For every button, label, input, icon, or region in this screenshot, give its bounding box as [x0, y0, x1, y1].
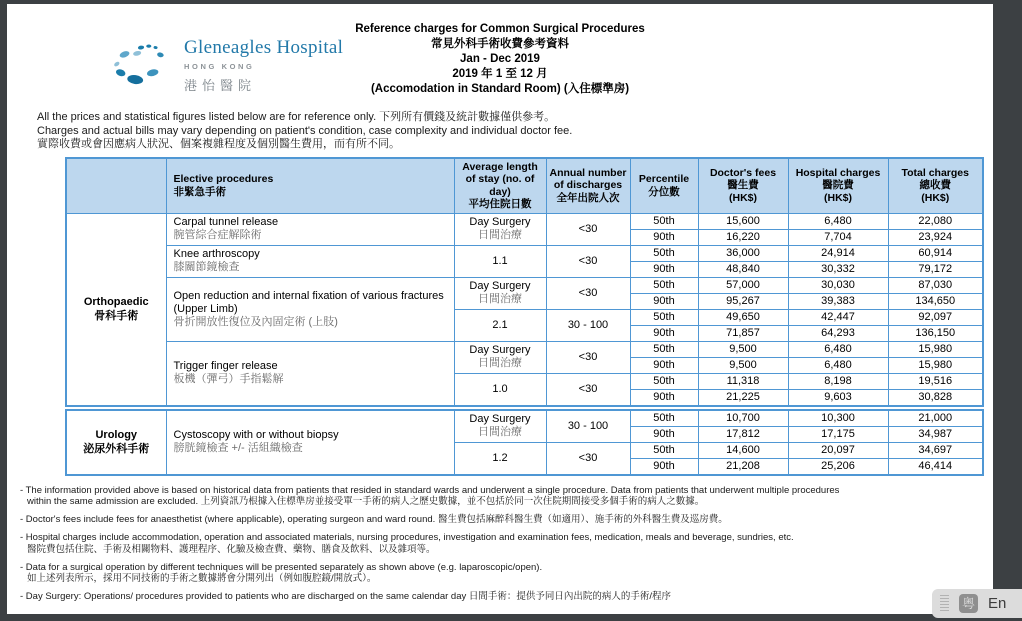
- hospital-charge-cell: 20,097: [788, 442, 888, 458]
- col-header-average-stay: [454, 158, 546, 214]
- table-row: [66, 277, 983, 293]
- total-charge-cell: 136,150: [888, 325, 983, 341]
- hospital-charge-cell: 7,704: [788, 229, 888, 245]
- col-header-percentile: [630, 158, 698, 214]
- total-charge-cell: 60,914: [888, 245, 983, 261]
- total-charge-cell: 19,516: [888, 373, 983, 389]
- grip-icon[interactable]: [940, 595, 949, 612]
- intro-line-3: 實際收費或會因應病人狀況、個案複雜程度及個別醫生費用，而有所不同。: [37, 138, 400, 150]
- logo-chinese-name: 港怡醫院: [184, 78, 257, 93]
- doctor-fee-cell: 15,600: [698, 213, 788, 229]
- footnote: - Data for a surgical operation by different techniques will be presented separately as shown above (e.g. laparoscopic/open). 如上述列表所示，採用不同技術的手術之數據將會分開列出（例如腹腔鏡/開放式）。: [20, 561, 543, 584]
- table-row: [66, 410, 983, 427]
- hospital-charge-cell: 6,480: [788, 213, 888, 229]
- discharges-cell: <30: [546, 373, 630, 406]
- discharges-cell: <30: [546, 245, 630, 277]
- doctor-fee-cell: 17,812: [698, 426, 788, 442]
- header-en: Percentile: [638, 173, 690, 185]
- header-unit: (HK$): [921, 191, 950, 204]
- header-unit: (HK$): [729, 191, 757, 204]
- percentile-cell: 50th: [630, 341, 698, 357]
- procedure-cell: Cystoscopy with or without biopsy 膀胱鏡檢查 +/- 活組織檢查: [166, 410, 454, 475]
- header-en: Elective procedures: [173, 173, 274, 185]
- header-row: [66, 158, 983, 214]
- header-en: Hospital charges: [795, 166, 881, 179]
- intro-line-1: All the prices and statistical figures listed below are for reference only. 下列所有價錢及統計數據僅供參考。: [37, 111, 556, 123]
- col-header-annual-discharges: [546, 158, 630, 214]
- hospital-charge-cell: 25,206: [788, 458, 888, 475]
- total-charge-cell: 46,414: [888, 458, 983, 475]
- discharges-cell: <30: [546, 277, 630, 309]
- logo-hospital-name: Gleneagles Hospital: [184, 37, 344, 58]
- footnote: - The information provided above is based on historical data from patients that resided in standard wards and underwent a single procedure. Data from patients that underwent multiple procedures within the same admission are excluded. 上列資訊乃根據入住標準房並接受單一手術的病人之歷史數據，並不包括於同一次住院期間接受多個手術的病人之數據。: [20, 484, 840, 507]
- doctor-fee-cell: 36,000: [698, 245, 788, 261]
- category-cell: Urology 泌尿外科手術: [66, 410, 166, 475]
- total-charge-cell: 79,172: [888, 261, 983, 277]
- category-cell: Orthopaedic 骨科手術: [66, 213, 166, 406]
- input-method-bar[interactable]: [932, 589, 1022, 618]
- discharges-cell: 30 - 100: [546, 410, 630, 443]
- percentile-cell: 90th: [630, 325, 698, 341]
- total-charge-cell: 23,924: [888, 229, 983, 245]
- hospital-charge-cell: 64,293: [788, 325, 888, 341]
- header-en: Average length of stay (no. of day): [462, 160, 538, 198]
- title-period-en: Jan - Dec 2019: [460, 53, 540, 65]
- procedure-cell: Knee arthroscopy 膝關節鏡檢查: [166, 245, 454, 277]
- discharges-cell: 30 - 100: [546, 309, 630, 341]
- percentile-cell: 90th: [630, 426, 698, 442]
- stay-cell: 1.1: [454, 245, 546, 277]
- logo-text: [184, 37, 343, 94]
- percentile-cell: 90th: [630, 229, 698, 245]
- hospital-charge-cell: 24,914: [788, 245, 888, 261]
- table-row: [66, 213, 983, 229]
- hospital-charge-cell: 30,030: [788, 277, 888, 293]
- percentile-cell: 90th: [630, 261, 698, 277]
- percentile-cell: 50th: [630, 309, 698, 325]
- hospital-logo: [111, 37, 343, 94]
- discharges-cell: <30: [546, 442, 630, 475]
- table-row: [66, 245, 983, 261]
- cantonese-input-icon[interactable]: 粵: [959, 594, 978, 613]
- stay-cell: Day Surgery 日間治療: [454, 213, 546, 245]
- hospital-charge-cell: 17,175: [788, 426, 888, 442]
- doctor-fee-cell: 48,840: [698, 261, 788, 277]
- col-header-hospital-charges: [788, 158, 888, 214]
- hospital-charge-cell: 39,383: [788, 293, 888, 309]
- footnote: - Doctor's fees include fees for anaesthetist (where applicable), operating surgeon and ward round. 醫生費包括麻醉科醫生費（如適用）、施手術的外科醫生費及巡房費。: [20, 514, 728, 525]
- urology-section: [66, 410, 983, 475]
- header-zh: 總收費: [919, 179, 951, 192]
- doctor-fee-cell: 9,500: [698, 341, 788, 357]
- doctor-fee-cell: 9,500: [698, 357, 788, 373]
- total-charge-cell: 30,828: [888, 389, 983, 406]
- col-header-doctors-fees: [698, 158, 788, 214]
- header-zh: 非緊急手術: [173, 185, 226, 198]
- hospital-charge-cell: 8,198: [788, 373, 888, 389]
- doctor-fee-cell: 11,318: [698, 373, 788, 389]
- header-unit: (HK$): [824, 191, 852, 204]
- stay-cell: Day Surgery 日間治療: [454, 410, 546, 443]
- hospital-charge-cell: 30,332: [788, 261, 888, 277]
- logo-hongkong-label: HONG KONG: [184, 62, 255, 71]
- total-charge-cell: 15,980: [888, 341, 983, 357]
- intro-line-2: Charges and actual bills may vary depending on patient's condition, case complexity and individual doctor fee.: [37, 124, 573, 137]
- header-en: Annual number of discharges: [549, 166, 627, 192]
- total-charge-cell: 134,650: [888, 293, 983, 309]
- hospital-charge-cell: 42,447: [788, 309, 888, 325]
- charges-table: [65, 157, 984, 407]
- discharges-cell: <30: [546, 341, 630, 373]
- header-zh: 醫生費: [727, 179, 759, 192]
- table-row: [66, 341, 983, 357]
- header-en: Total charges: [901, 166, 969, 179]
- total-charge-cell: 21,000: [888, 410, 983, 427]
- percentile-cell: 50th: [630, 410, 698, 427]
- header-zh: 全年出院人次: [556, 191, 620, 204]
- document-page: [7, 4, 993, 614]
- title-period-zh: 2019 年 1 至 12 月: [452, 68, 548, 80]
- stay-cell: 1.0: [454, 373, 546, 406]
- title-line-en: Reference charges for Common Surgical Procedures: [355, 23, 645, 35]
- doctor-fee-cell: 57,000: [698, 277, 788, 293]
- percentile-cell: 90th: [630, 357, 698, 373]
- footnotes: [20, 485, 993, 603]
- hospital-charge-cell: 6,480: [788, 341, 888, 357]
- footnote: - Hospital charges include accommodation, operation and associated materials, nursing procedures, investigation and examination fees, medication, meals and beverage, sundries, etc. 醫院費包括住院、手術及相關物料、護理程序、化驗及檢查費、藥物、膳食及飲料、以及雜項等。: [20, 532, 794, 555]
- doctor-fee-cell: 10,700: [698, 410, 788, 427]
- charges-table-urology: [65, 409, 984, 476]
- procedure-cell: Carpal tunnel release 腕管綜合症解除術: [166, 213, 454, 245]
- total-charge-cell: 15,980: [888, 357, 983, 373]
- doctor-fee-cell: 16,220: [698, 229, 788, 245]
- stay-cell: 2.1: [454, 309, 546, 341]
- title-accommodation: (Accomodation in Standard Room) (入住標準房): [370, 83, 630, 95]
- col-header-category: [66, 158, 166, 214]
- percentile-cell: 90th: [630, 389, 698, 406]
- doctor-fee-cell: 71,857: [698, 325, 788, 341]
- total-charge-cell: 22,080: [888, 213, 983, 229]
- hospital-charge-cell: 9,603: [788, 389, 888, 406]
- doctor-fee-cell: 21,225: [698, 389, 788, 406]
- hospital-charge-cell: 6,480: [788, 357, 888, 373]
- footnote: - Day Surgery: Operations/ procedures provided to patients who are discharged on the same calendar day 日間手術：提供予同日內出院的病人的手術/程序: [20, 591, 672, 602]
- percentile-cell: 50th: [630, 277, 698, 293]
- header-zh: 平均住院日數: [468, 198, 532, 210]
- stay-cell: 1.2: [454, 442, 546, 475]
- doctor-fee-cell: 95,267: [698, 293, 788, 309]
- stay-cell: Day Surgery 日間治療: [454, 341, 546, 373]
- hospital-charge-cell: 10,300: [788, 410, 888, 427]
- doctor-fee-cell: 21,208: [698, 458, 788, 475]
- gleneagles-logo-icon: [111, 41, 173, 89]
- doctor-fee-cell: 14,600: [698, 442, 788, 458]
- percentile-cell: 90th: [630, 293, 698, 309]
- doctor-fee-cell: 49,650: [698, 309, 788, 325]
- stay-cell: Day Surgery 日間治療: [454, 277, 546, 309]
- col-header-elective-procedures: [166, 158, 454, 214]
- discharges-cell: <30: [546, 213, 630, 245]
- total-charge-cell: 34,987: [888, 426, 983, 442]
- total-charge-cell: 87,030: [888, 277, 983, 293]
- percentile-cell: 50th: [630, 245, 698, 261]
- title-line-zh: 常見外科手術收費參考資料: [431, 38, 569, 50]
- header-en: Doctor's fees: [709, 166, 777, 179]
- percentile-cell: 90th: [630, 458, 698, 475]
- header-zh: 醫院費: [822, 179, 854, 192]
- procedure-cell: Trigger finger release 板機（彈弓）手指鬆解: [166, 341, 454, 406]
- procedure-cell: Open reduction and internal fixation of various fractures (Upper Limb) 骨折開放性復位及內固定術 (上肢): [166, 277, 454, 341]
- orthopaedic-section: [66, 213, 983, 406]
- english-input-label[interactable]: En: [988, 595, 1007, 612]
- intro-text: [37, 111, 993, 152]
- header-zh: 分位數: [648, 185, 680, 198]
- total-charge-cell: 34,697: [888, 442, 983, 458]
- percentile-cell: 50th: [630, 442, 698, 458]
- col-header-total-charges: [888, 158, 983, 214]
- percentile-cell: 50th: [630, 373, 698, 389]
- percentile-cell: 50th: [630, 213, 698, 229]
- total-charge-cell: 92,097: [888, 309, 983, 325]
